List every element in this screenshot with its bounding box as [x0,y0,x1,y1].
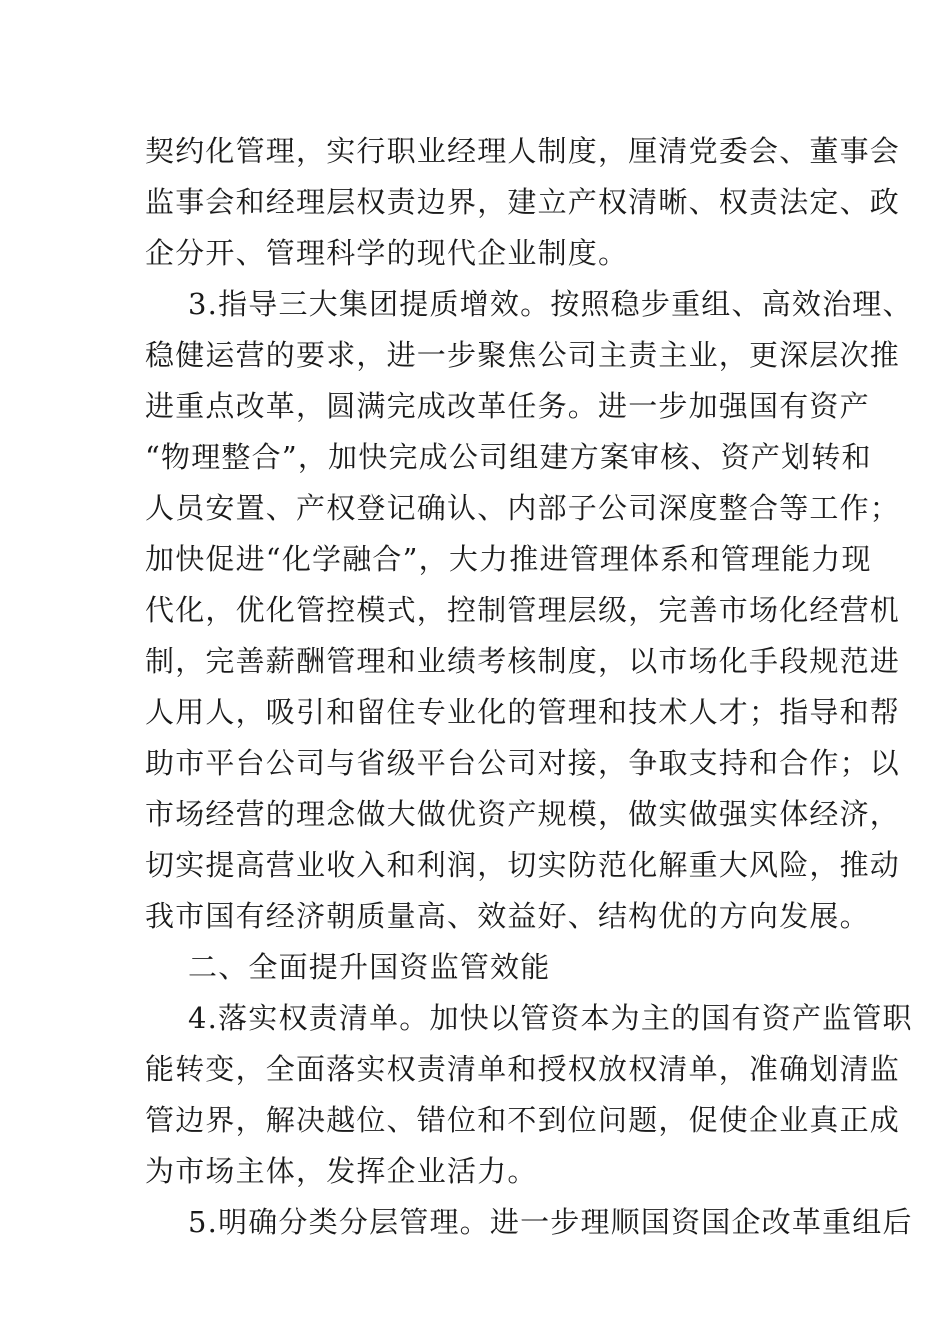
text-line-15: 切实提高营业收入和利润，切实防范化解重大风险，推动 [145,848,901,882]
text-line-19: 能转变，全面落实权责清单和授权放权清单，准确划清监 [145,1052,901,1086]
text-line-10: 代化，优化管控模式，控制管理层级，完善市场化经营机 [145,593,901,627]
section-heading: 二、全面提升国资监管效能 [188,950,551,984]
text-line-21: 为市场主体，发挥企业活力。 [145,1154,538,1188]
text-line-11: 制，完善薪酬管理和业绩考核制度，以市场化手段规范进 [145,644,901,678]
text-line-7: “物理整合”，加快完成公司组建方案审核、资产划转和 [145,440,872,474]
text-line-13: 助市平台公司与省级平台公司对接，争取支持和合作；以 [145,746,901,780]
text-line-6: 进重点改革，圆满完成改革任务。进一步加强国有资产 [145,389,870,423]
text-line-5: 稳健运营的要求，进一步聚焦公司主责主业，更深层次推 [145,338,901,372]
text-line-8: 人员安置、产权登记确认、内部子公司深度整合等工作； [145,491,901,525]
text-line-12: 人用人，吸引和留住专业化的管理和技术人才；指导和帮 [145,695,901,729]
text-line-16: 我市国有经济朝质量高、效益好、结构优的方向发展。 [145,899,870,933]
paragraph-3-start: 3.指导三大集团提质增效。按照稳步重组、高效治理、 [188,287,913,321]
text-line-9: 加快促进“化学融合”，大力推进管理体系和管理能力现 [145,542,872,576]
text-line-14: 市场经营的理念做大做优资产规模，做实做强实体经济， [145,797,901,831]
text-line-1: 契约化管理，实行职业经理人制度，厘清党委会、董事会 [145,134,901,168]
paragraph-5-start: 5.明确分类分层管理。进一步理顺国资国企改革重组后 [188,1205,913,1239]
text-line-3: 企分开、管理科学的现代企业制度。 [145,236,629,270]
paragraph-4-start: 4.落实权责清单。加快以管资本为主的国有资产监管职 [188,1001,913,1035]
text-line-2: 监事会和经理层权责边界，建立产权清晰、权责法定、政 [145,185,901,219]
text-line-20: 管边界，解决越位、错位和不到位问题，促使企业真正成 [145,1103,901,1137]
